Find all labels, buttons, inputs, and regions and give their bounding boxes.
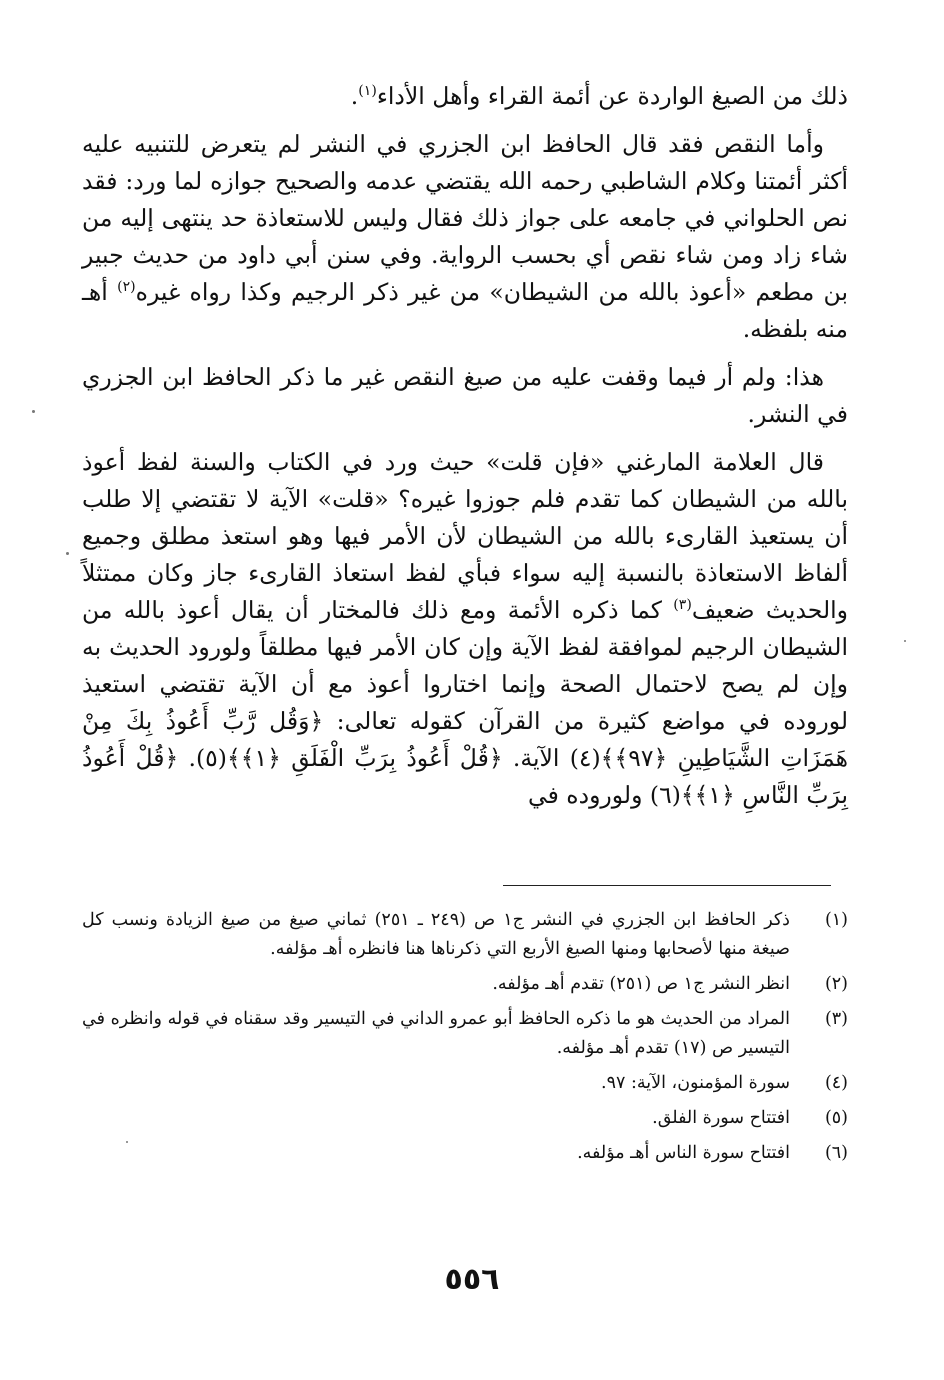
footnote-ref-2[interactable]: (٢): [117, 279, 136, 296]
paragraph-4: قال العلامة المارغني «فإن قلت» حيث ورد في الكتاب والسنة لفظ أعوذ بالله من الشيطان كما تقدم فلم جوزوا غيره؟ «قلت» الآية لا تقتضي إلا طلب أن يستعيذ القارىء بالله من الشيطان لأن الأمر فيها وهو استعذ مطلق وجميع ألفاظ الاستعاذة بالنسبة إليه سواء فبأي لفظ استعاذ القارىء جاز وكان ممتثلاً والحديث ضعيف$^{(٣)}$ كما ذكره الأئمة ومع ذلك فالمختار أن يقال أعوذ بالله من الشيطان الرجيم لموافقة لفظ الآية وإن كان الأمر فيها مطلقاً ولورود الحديث به وإن لم يصح لاحتمال الصحة وإنما اختاروا أعوذ مع أن الآية تقتضي استعيذ لوروده في مواضع كثيرة من القرآن كقوله تعالى: ﴿وَقُل رَّبِّ أَعُوذُ بِكَ مِنْ هَمَزَاتِ الشَّيَاطِينِ ﴿٩٧﴾﴾(٤) الآية. ﴿قُلْ أَعُوذُ بِرَبِّ الْفَلَقِ ﴿١﴾﴾(٥). ﴿قُلْ أَعُوذُ بِرَبِّ النَّاسِ ﴿١﴾﴾(٦) ولوروده في: [82, 448, 849, 809]
footnote-number: (٣): [824, 1009, 848, 1029]
footnote-text: سورة المؤمنون، الآية: ٩٧.: [601, 1073, 790, 1093]
footnotes: [82, 906, 848, 1174]
footnote-1: [82, 906, 848, 964]
footnote-number: (٤): [824, 1073, 848, 1093]
footnote-ref-1[interactable]: (١): [358, 83, 377, 100]
footnote-3: [82, 1005, 848, 1063]
footnote-number: (٢): [824, 974, 848, 994]
scan-speck: [66, 552, 69, 555]
footnote-text: انظر النشر ج١ ص (٢٥١) تقدم أهـ مؤلفه.: [492, 974, 790, 994]
footnote-text: ذكر الحافظ ابن الجزري في النشر ج١ ص (٢٤٩ ـ ٢٥١) ثماني صيغ من صيغ الزيادة ونسب كل صيغة منها لأصحابها ومنها الصيغ الأربع التي ذكرناها هنا فانظره أهـ مؤلفه.: [82, 910, 790, 959]
footnote-number: (٦): [824, 1143, 848, 1163]
paragraph-3: هذا: ولم أر فيما وقفت عليه من صيغ النقص غير ما ذكر الحافظ ابن الجزري في النشر.: [82, 363, 848, 428]
footnote-separator: [503, 885, 831, 886]
footnote-5: [82, 1104, 848, 1133]
footnote-2: [82, 970, 848, 999]
scan-speck: [126, 1141, 128, 1143]
footnote-number: (١): [824, 910, 848, 930]
main-text: [82, 78, 848, 825]
footnote-ref-3[interactable]: (٣): [673, 597, 692, 614]
paragraph-2: وأما النقص فقد قال الحافظ ابن الجزري في النشر لم يتعرض للتنبيه عليه أكثر أئمتنا وكلام الشاطبي رحمه الله يقتضي عدمه والصحيح جوازه لما ورد: فقد نص الحلواني في جامعه على جواز ذلك فقال وليس للاستعاذة حد ينتهى إليه من شاء زاد ومن شاء نقص أي بحسب الرواية. وفي سنن أبي داود من حديث جبير بن مطعم «أعوذ بالله من الشيطان» من غير ذكر الرجيم وكذا رواه غيره$^{(٢)}$ أهـ منه بلفظه.: [82, 130, 848, 343]
scan-speck: [904, 640, 906, 642]
footnote-number: (٥): [824, 1108, 848, 1128]
footnote-6: [82, 1139, 848, 1168]
footnote-text: افتتاح سورة الناس أهـ مؤلفه.: [577, 1143, 790, 1163]
paragraph-1: ذلك من الصيغ الواردة عن أئمة القراء وأهل الأداء$^{(١)}$.: [350, 82, 848, 110]
page-number: ٥٥٦: [444, 1262, 500, 1297]
footnote-text: المراد من الحديث هو ما ذكره الحافظ أبو عمرو الداني في التيسير وقد سقناه في قوله وانظره في التيسير ص (١٧) تقدم أهـ مؤلفه.: [82, 1009, 790, 1058]
scan-speck: [32, 410, 35, 413]
footnote-4: [82, 1069, 848, 1098]
footnote-text: افتتاح سورة الفلق.: [652, 1108, 790, 1128]
